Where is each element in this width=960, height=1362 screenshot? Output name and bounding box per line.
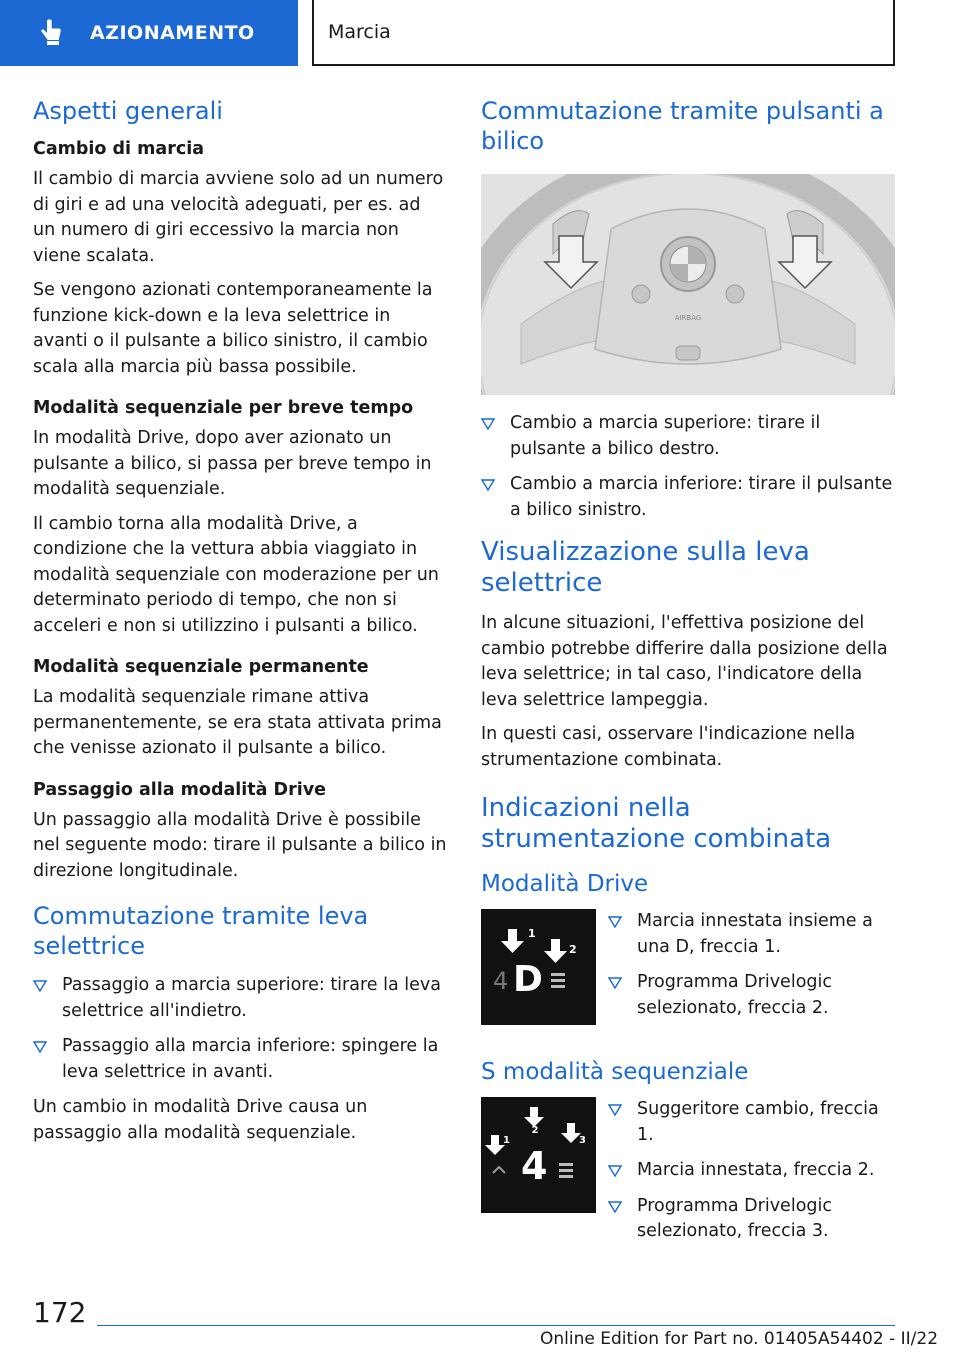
list-item: Programma Drivelogic selezionato, freccia 2. bbox=[608, 970, 895, 1021]
paragraph: Il cambio torna alla modalità Drive, a condizione che la vettura abbia viaggiato in modalità sequenziale con moderazione per un determinato periodo di tempo, che non si acceleri e non si utilizzino i pulsanti a bilico. bbox=[33, 513, 439, 636]
subheading-passaggio-drive: Passaggio alla modalità Drive bbox=[33, 779, 326, 800]
list-item: Marcia innestata insieme a una D, freccia 1. bbox=[608, 909, 895, 960]
svg-text:2: 2 bbox=[531, 1125, 539, 1136]
svg-text:3: 3 bbox=[579, 1135, 586, 1146]
heading-indicazioni: Indicazioni nella strumentazione combinata bbox=[481, 793, 832, 854]
triangle-bullet-icon bbox=[608, 977, 622, 989]
triangle-bullet-icon bbox=[33, 980, 47, 992]
chapter-box bbox=[312, 0, 895, 66]
drive-mode-display-figure bbox=[481, 909, 596, 1025]
heading-aspetti-generali: Aspetti generali bbox=[33, 97, 223, 125]
subheading-cambio-di-marcia: Cambio di marcia bbox=[33, 139, 205, 159]
svg-text:1: 1 bbox=[503, 1135, 510, 1146]
triangle-bullet-icon bbox=[33, 1041, 47, 1053]
list-item: Suggeritore cambio, freccia 1. bbox=[608, 1097, 895, 1148]
paragraph: In questi casi, osservare l'indicazione nella strumentazione combinata. bbox=[481, 724, 856, 770]
footer-divider bbox=[97, 1325, 895, 1326]
svg-text:2: 2 bbox=[569, 943, 577, 956]
paragraph: La modalità sequenziale rimane attiva permanentemente, se era stata attivata prima che venisse azionato il pulsante a bilico. bbox=[33, 687, 442, 758]
heading-pulsanti-bilico: Commutazione tramite pulsanti a bilico bbox=[481, 97, 884, 155]
right-column bbox=[481, 96, 895, 1279]
heading-visualizzazione: Visualizzazione sulla leva selettrice bbox=[481, 537, 810, 598]
chapter-title: Marcia bbox=[328, 21, 391, 43]
gear-number: 4 bbox=[493, 967, 509, 995]
drive-letter: D bbox=[513, 959, 543, 1000]
paragraph: Il cambio di marcia avviene solo ad un numero di giri e ad una velocità adeguati, per es. ad un numero di giri eccessivo la marcia non viene scalata. bbox=[33, 169, 444, 266]
paragraph: Un passaggio alla modalità Drive è possibile nel seguente modo: tirare il pulsante a bilico in direzione longitudinale. bbox=[33, 809, 447, 881]
heading-leva-selettrice: Commutazione tramite leva selettrice bbox=[33, 902, 369, 960]
list-item: Passaggio alla marcia inferiore: spingere la leva selettrice in avanti. bbox=[33, 1034, 447, 1085]
heading-sequenziale: S modalità sequenziale bbox=[481, 1059, 749, 1085]
left-column bbox=[33, 96, 447, 1155]
list-item: Cambio a marcia inferiore: tirare il pulsante a bilico sinistro. bbox=[481, 472, 895, 523]
seq-display-row bbox=[481, 1097, 895, 1265]
steering-wheel-paddles-figure bbox=[481, 174, 895, 395]
page-number: 172 bbox=[33, 1296, 87, 1329]
paragraph: Se vengono azionati contemporaneamente la funzione kick-down e la leva selettrice in avanti o il pulsante a bilico sinistro, il cambio scala alla marcia più bassa possibile. bbox=[33, 280, 433, 377]
section-tab[interactable] bbox=[0, 0, 298, 66]
bullet-list-bilico bbox=[481, 411, 895, 523]
gear-number: 4 bbox=[521, 1144, 548, 1188]
svg-text:1: 1 bbox=[528, 927, 536, 940]
triangle-bullet-icon bbox=[608, 1165, 622, 1177]
sequential-mode-display-figure bbox=[481, 1097, 596, 1213]
list-item: Cambio a marcia superiore: tirare il pulsante a bilico destro. bbox=[481, 411, 895, 462]
triangle-bullet-icon bbox=[481, 418, 495, 430]
bullet-list-seq bbox=[608, 1097, 895, 1255]
subheading-breve-tempo: Modalità sequenziale per breve tempo bbox=[33, 398, 414, 418]
hand-pointer-icon bbox=[34, 17, 66, 49]
triangle-bullet-icon bbox=[608, 1104, 622, 1116]
drive-display-row bbox=[481, 909, 895, 1041]
heading-modalita-drive: Modalità Drive bbox=[481, 871, 649, 897]
bullet-list-drive bbox=[608, 909, 895, 1031]
footer-edition: Online Edition for Part no. 01405A54402 - II/22 bbox=[540, 1329, 939, 1349]
triangle-bullet-icon bbox=[608, 1201, 622, 1213]
section-title: AZIONAMENTO bbox=[90, 22, 255, 44]
triangle-bullet-icon bbox=[481, 479, 495, 491]
airbag-label: AIRBAG bbox=[674, 314, 702, 322]
paragraph: In modalità Drive, dopo aver azionato un pulsante a bilico, si passa per breve tempo in modalità sequenziale. bbox=[33, 428, 432, 499]
bullet-list-leva bbox=[33, 973, 447, 1085]
paragraph: Un cambio in modalità Drive causa un passaggio alla modalità sequenziale. bbox=[33, 1097, 368, 1143]
list-item: Passaggio a marcia superiore: tirare la leva selettrice all'indietro. bbox=[33, 973, 447, 1024]
paragraph: In alcune situazioni, l'effettiva posizione del cambio potrebbe differire dalla posizione della leva selettrice; in tal caso, l'indicatore della leva selettrice lampeggia. bbox=[481, 613, 888, 710]
list-item: Marcia innestata, freccia 2. bbox=[608, 1158, 895, 1184]
subheading-permanente: Modalità sequenziale permanente bbox=[33, 657, 369, 677]
list-item: Programma Drivelogic selezionato, freccia 3. bbox=[608, 1194, 895, 1245]
triangle-bullet-icon bbox=[608, 916, 622, 928]
